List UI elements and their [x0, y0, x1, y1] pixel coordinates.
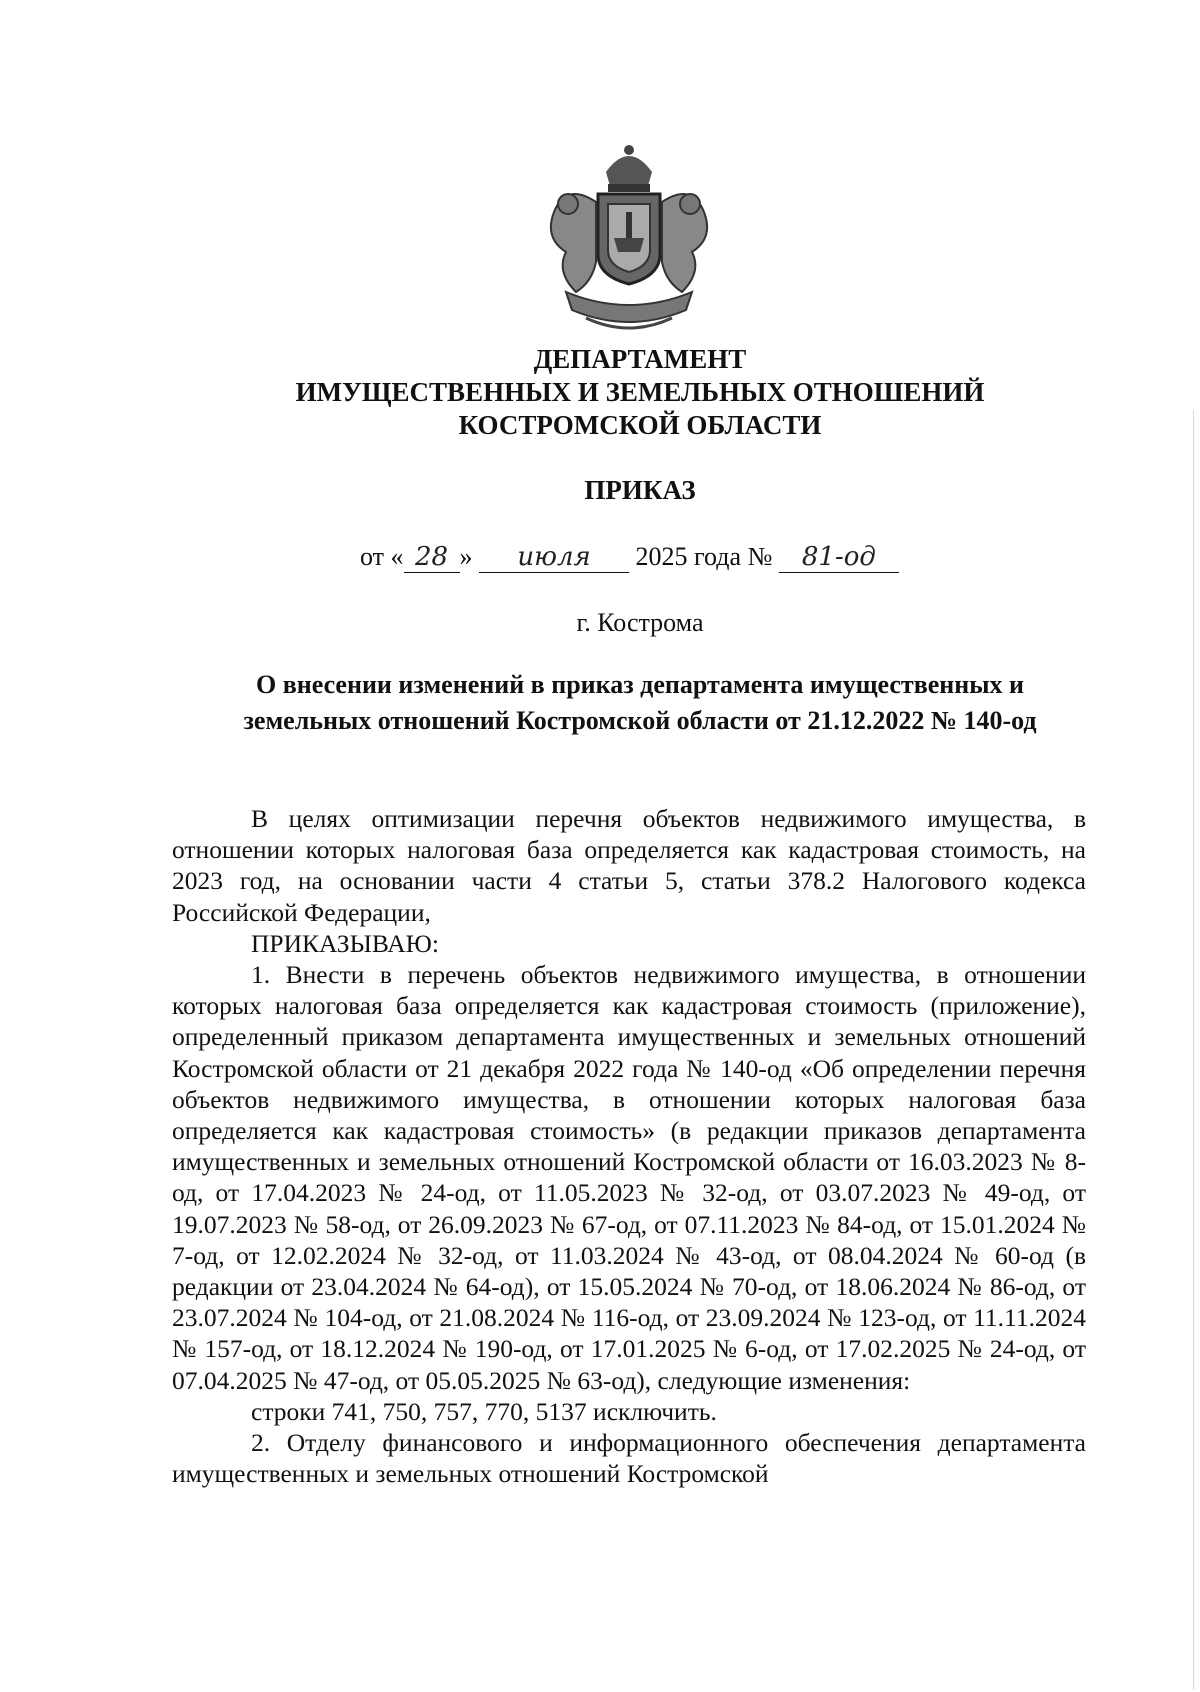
year-text: 2025 года № — [635, 542, 773, 571]
order-word: ПРИКАЗЫВАЮ: — [251, 928, 439, 958]
subject-line-2: земельных отношений Костромской области от 21.12.2022 № 140-од — [243, 706, 1037, 735]
order-body — [172, 803, 1086, 1489]
item-1-paragraph: 1. Внести в перечень объектов недвижимого имущества, в отношении которых налоговая база определяется как кадастровая стоимость (приложение), определенный приказом департамента имущественных и земельных отношений Костромской области от 21 декабря 2022 года № 140-од «Об определении перечня объектов недвижимого имущества, в отношении которых налоговая база определяется как кадастровая стоимость» (в редакции приказов департамента имущественных и земельных отношений Костромской области от 16.03.2023 № 8-од, от 17.04.2023 № 24-од, от 11.05.2023 № 32-од, от 03.07.2023 № 49-од, от 19.07.2023 № 58-од, от 26.09.2023 № 67-од, от 07.11.2023 № 84-од, от 15.01.2024 № 7-од, от 12.02.2024 № 32-од, от 11.03.2024 № 43-од, от 08.04.2024 № 60-од (в редакции от 23.04.2024 № 64-од), от 15.05.2024 № 70-од, от 18.06.2024 № 86-од, от 23.07.2024 № 104-од, от 21.08.2024 № 116-од, от 23.09.2024 № 123-од, от 11.11.2024 № 157-од, от 18.12.2024 № 190-од, от 17.01.2025 № 6-од, от 17.02.2025 № 24-од, от 07.04.2025 № 47-од, от 05.05.2025 № 63-од), следующие изменения: — [172, 960, 1086, 1395]
handwritten-month: июля — [479, 542, 629, 573]
subject-line-1: О внесении изменений в приказ департамента имущественных и — [255, 670, 1025, 699]
department-line-3: КОСТРОМСКОЙ ОБЛАСТИ — [458, 410, 822, 440]
order-title: ПРИКАЗ — [584, 475, 696, 505]
city: г. Кострома — [576, 608, 704, 637]
date-mid: » — [459, 542, 473, 571]
order-date-line — [360, 542, 899, 573]
coat-of-arms-emblem — [536, 142, 722, 338]
item-2-paragraph: 2. Отделу финансового и информационного обеспечения департамента имущественных и земельных отношений Костромской — [172, 1428, 1086, 1489]
department-line-1: ДЕПАРТАМЕНТ — [533, 344, 747, 374]
department-name — [150, 343, 1130, 442]
date-prefix: от « — [360, 542, 404, 571]
handwritten-day: 28 — [404, 542, 460, 573]
item-1-sub-paragraph: строки 741, 750, 757, 770, 5137 исключить. — [251, 1396, 717, 1426]
preamble-paragraph: В целях оптимизации перечня объектов недвижимого имущества, в отношении которых налоговая база определяется как кадастровая стоимость, на 2023 год, на основании части 4 статьи 5, статьи 378.2 Налогового кодекса Российской Федерации, — [172, 804, 1086, 927]
scan-edge-line — [1193, 410, 1194, 1690]
order-subject — [200, 667, 1080, 739]
handwritten-order-number: 81-од — [779, 542, 899, 573]
department-line-2: ИМУЩЕСТВЕННЫХ И ЗЕМЕЛЬНЫХ ОТНОШЕНИЙ — [295, 377, 985, 407]
